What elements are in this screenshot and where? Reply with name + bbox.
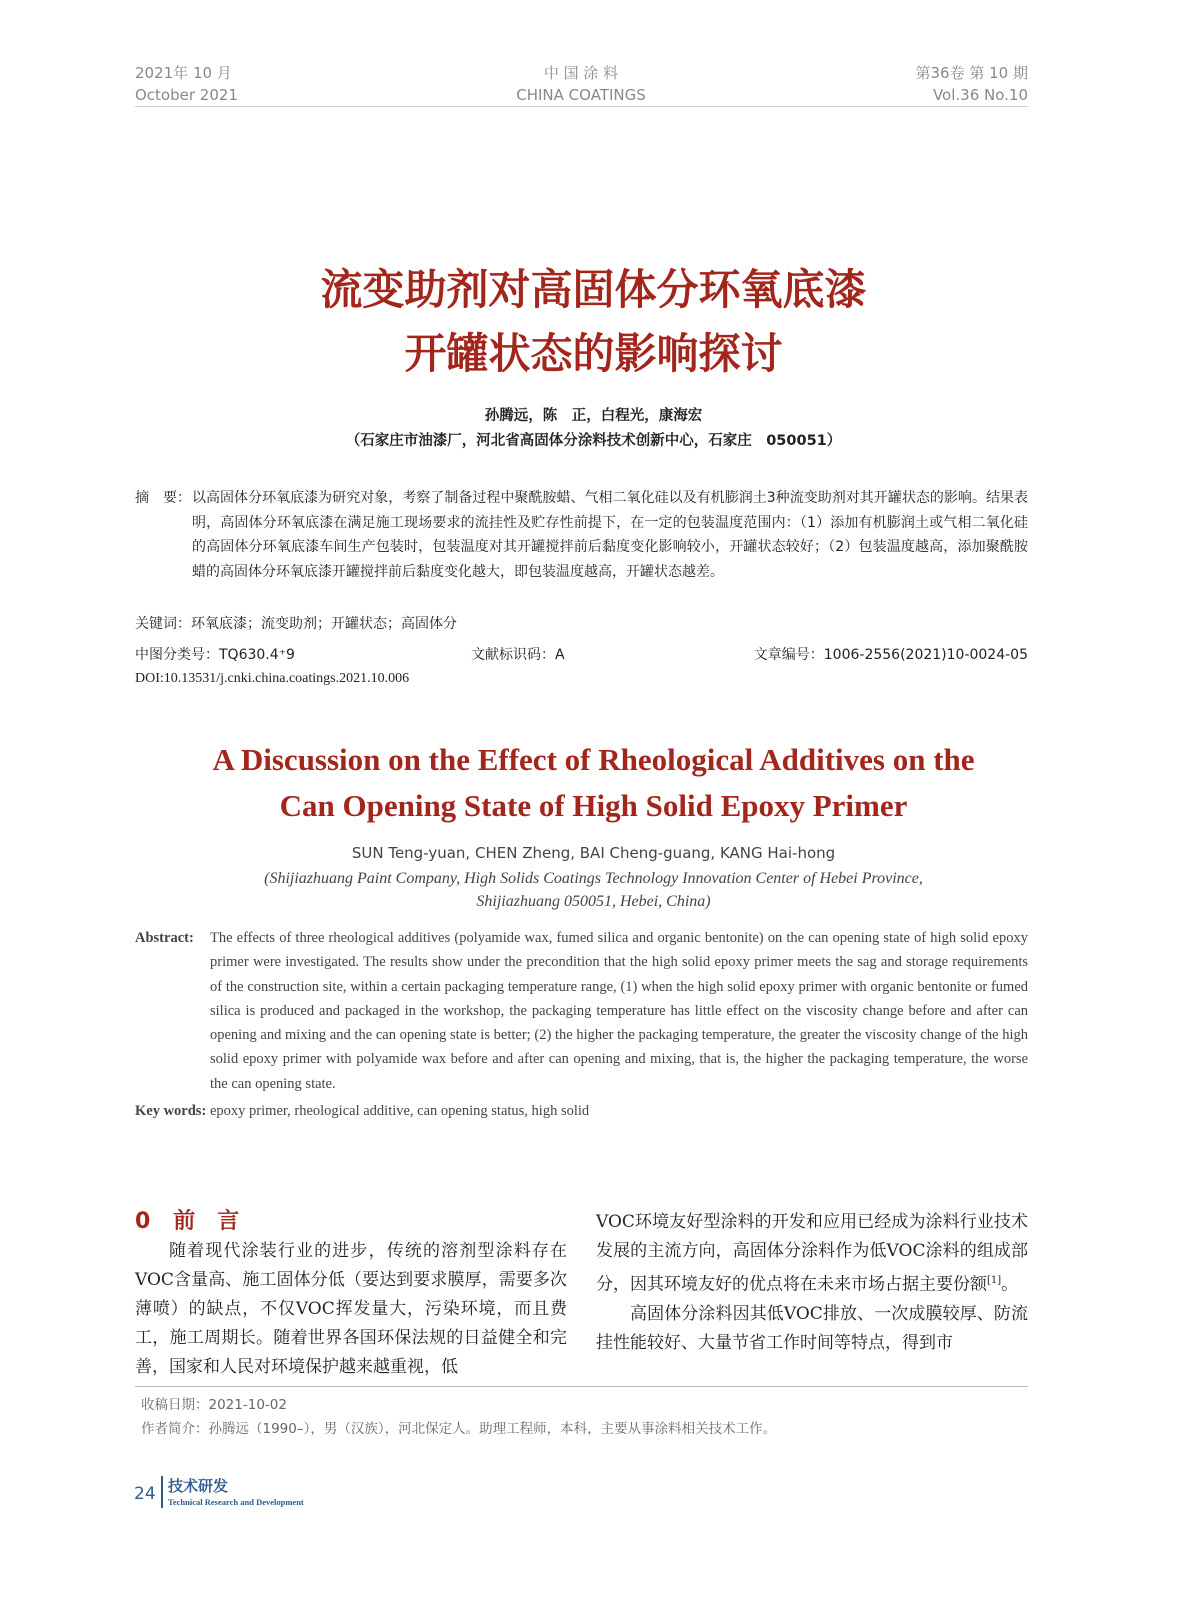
abstract-cn-text: 以高固体分环氧底漆为研究对象，考察了制备过程中聚酰胺蜡、气相二氧化硅以及有机膨润土3种流变助剂对其开罐状态的影响。结果表明，高固体分环氧底漆在满足施工现场要求的流挂性及贮存性前提下，在一定的包装温度范围内：（1）添加有机膨润土或气相二氧化硅的高固体分环氧底漆车间生产包装时，包装温度对其开罐搅拌前后黏度变化影响较小，开罐状态较好；（2）包装温度越高，添加聚酰胺蜡的高固体分环氧底漆开罐搅拌前后黏度变化越大，即包装温度越高，开罐状态越差。 <box>192 490 1028 580</box>
footer-section-cn: 技术研发 <box>168 1477 229 1495</box>
title-cn-line: 流变助剂对高固体分环氧底漆 <box>320 265 867 314</box>
affiliation-cn: （石家庄市油漆厂，河北省高固体分涂料技术创新中心，石家庄 050051） <box>345 433 842 449</box>
body-column-2 <box>596 1208 1028 1358</box>
paragraph-text: VOC环境友好型涂料的开发和应用已经成为涂料行业技术发展的主流方向，高固体分涂料作为低VOC涂料的组成部分，因其环境友好的优点将在未来市场占据主要份额 <box>596 1212 1028 1295</box>
title-cn <box>0 258 1187 386</box>
affiliation-en-line: Shijiazhuang 050051, Hebei, China) <box>476 893 711 910</box>
date-cn: 2021年 10 月 <box>135 64 232 82</box>
abstract-cn <box>135 486 1028 584</box>
punct: 。 <box>1001 1274 1019 1295</box>
title-en-line: A Discussion on the Effect of Rheological Additives on the <box>212 742 975 777</box>
footer-divider <box>161 1476 163 1508</box>
abstract-en-label: Abstract: <box>135 930 194 946</box>
title-en <box>0 737 1187 829</box>
body-column-1: 随着现代涂装行业的进步，传统的溶剂型涂料存在VOC含量高、施工固体分低（要达到要求膜厚，需要多次薄喷）的缺点，不仅VOC挥发量大，污染环境，而且费工，施工周期长。随着世界各国环保法规的日益健全和完善，国家和人民对环境保护越来越重视，低 <box>135 1241 567 1377</box>
keywords-en-text: epoxy primer, rheological additive, can opening status, high solid <box>210 1103 590 1119</box>
authors-en: SUN Teng-yuan, CHEN Zheng, BAI Cheng-guang, KANG Hai-hong <box>351 844 836 862</box>
affiliation-en <box>0 867 1187 913</box>
title-cn-line: 开罐状态的影响探讨 <box>404 329 783 378</box>
classification: 中图分类号：TQ630.4⁺9 <box>135 647 295 663</box>
journal-en: CHINA COATINGS <box>516 86 646 104</box>
keywords-cn: 关键词：环氧底漆；流变助剂；开罐状态；高固体分 <box>135 616 457 632</box>
title-en-line: Can Opening State of High Solid Epoxy Primer <box>279 788 908 823</box>
abstract-cn-label: 摘 要： <box>135 490 191 506</box>
header-rule <box>135 106 1028 107</box>
page-number: 24 <box>134 1484 156 1504</box>
journal-cn: 中 国 涂 料 <box>543 64 619 82</box>
doi: DOI:10.13531/j.cnki.china.coatings.2021.10.006 <box>135 671 410 686</box>
document-code: 文献标识码：A <box>471 647 565 663</box>
keywords-en <box>135 1099 1028 1123</box>
issue-cn: 第36卷 第 10 期 <box>915 64 1028 82</box>
received-date: 收稿日期：2021-10-02 <box>141 1397 287 1413</box>
abstract-en <box>135 926 1028 1096</box>
footnote-rule <box>135 1386 1028 1387</box>
section-title: 前 言 <box>173 1209 240 1234</box>
paragraph-text: 高固体分涂料因其低VOC排放、一次成膜较厚、防流挂性能较好、大量节省工作时间等特点，得到市 <box>596 1303 1028 1353</box>
issue-en: Vol.36 No.10 <box>932 86 1028 104</box>
footer-section-en: Technical Research and Development <box>168 1497 304 1507</box>
keywords-en-label: Key words: <box>135 1103 207 1119</box>
header-issue <box>916 62 1028 106</box>
author-bio: 作者简介：孙腾远（1990–），男（汉族），河北保定人。助理工程师，本科，主要从事涂料相关技术工作。 <box>141 1421 777 1437</box>
abstract-en-text: The effects of three rheological additives (polyamide wax, fumed silica and organic bentonite) on the can opening state of high solid epoxy primer were investigated. The results show under the precondition that the high solid epoxy primer meets the sag and storage requirements of the construction site, within a certain packaging temperature range, (1) when the high solid epoxy primer with organic bentonite or fumed silica is produced and packaged in the workshop, the packaging temperature has little effect on the viscosity change before and after can opening and mixing and the can opening state is better; (2) the higher the packaging temperature, the greater the viscosity change of the high solid epoxy primer with polyamide wax before and after can opening and mixing, that is, the higher the packaging temperature, the worse the can opening state. <box>210 930 1028 1092</box>
article-number: 文章编号：1006-2556(2021)10-0024-05 <box>753 647 1028 663</box>
section-heading <box>135 1204 239 1235</box>
date-en: October 2021 <box>135 86 238 104</box>
citation[interactable]: [1] <box>987 1275 1002 1286</box>
affiliation-en-line: (Shijiazhuang Paint Company, High Solids Coatings Technology Innovation Center of Hebei Province, <box>264 870 923 887</box>
authors-cn: 孙腾远，陈 正，白程光，康海宏 <box>484 408 703 424</box>
section-number: 0 <box>135 1209 151 1234</box>
